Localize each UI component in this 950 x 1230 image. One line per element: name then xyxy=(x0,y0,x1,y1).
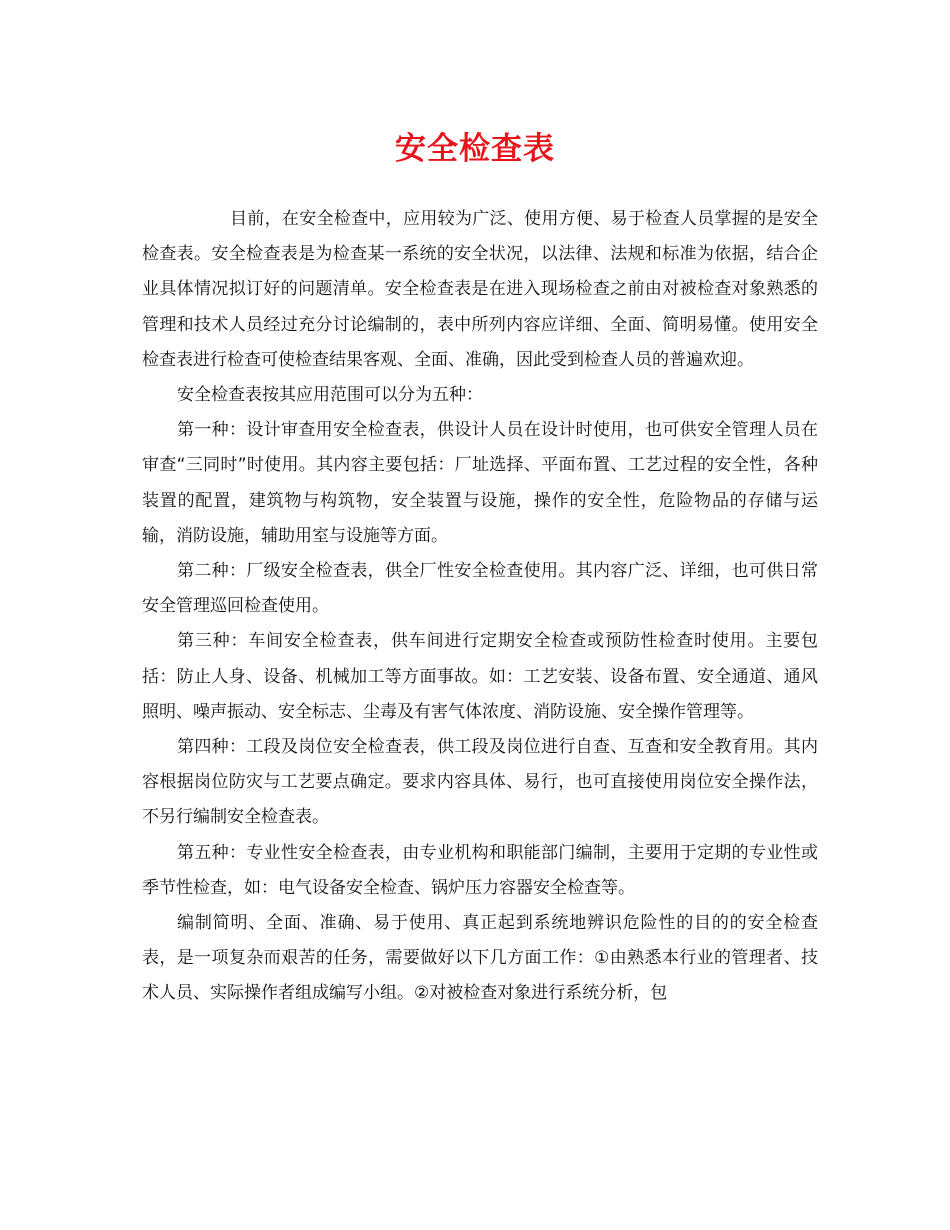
paragraph-type-5: 第五种：专业性安全检查表，由专业机构和职能部门编制，主要用于定期的专业性或季节性检查，如：电气设备安全检查、锅炉压力容器安全检查等。 xyxy=(142,842,818,898)
paragraph-intro: 目前，在安全检查中，应用较为广泛、使用方便、易于检查人员掌握的是安全检查表。安全检查表是为检查某一系统的安全状况，以法律、法规和标准为依据，结合企业具体情况拟订好的问题清单。安全检查表是在进入现场检查之前由对被检查对象熟悉的管理和技术人员经过充分讨论编制的，表中所列内容应详细、全面、简明易懂。使用安全检查表进行检查可使检查结果客观、全面、准确，因此受到检查人员的普遍欢迎。 xyxy=(142,209,818,370)
document-body xyxy=(142,202,818,1012)
paragraph-type-1: 第一种：设计审查用安全检查表，供设计人员在设计时使用，也可供安全管理人员在审查“三同时”时使用。其内容主要包括：厂址选择、平面布置、工艺过程的安全性，各种装置的配置，建筑物与构筑物，安全装置与设施，操作的安全性，危险物品的存储与运输，消防设施，辅助用室与设施等方面。 xyxy=(142,420,818,546)
paragraph-compilation: 编制简明、全面、准确、易于使用、真正起到系统地辨识危险性的目的的安全检查表，是一项复杂而艰苦的任务，需要做好以下几方面工作：①由熟悉本行业的管理者、技术人员、实际操作者组成编写小组。②对被检查对象进行系统分析，包 xyxy=(142,913,818,1004)
paragraph-type-4: 第四种：工段及岗位安全检查表，供工段及岗位进行自查、互查和安全教育用。其内容根据岗位防灾与工艺要点确定。要求内容具体、易行，也可直接使用岗位安全操作法，不另行编制安全检查表。 xyxy=(142,737,818,828)
paragraph-type-3: 第三种：车间安全检查表，供车间进行定期安全检查或预防性检查时使用。主要包括：防止人身、设备、机械加工等方面事故。如：工艺安装、设备布置、安全通道、通风照明、噪声振动、安全标志、尘毒及有害气体浓度、消防设施、安全操作管理等。 xyxy=(142,631,818,722)
paragraph-categories: 安全检查表按其应用范围可以分为五种： xyxy=(177,385,483,406)
paragraph-type-2: 第二种：厂级安全检查表，供全厂性安全检查使用。其内容广泛、详细，也可供日常安全管理巡回检查使用。 xyxy=(142,561,818,617)
document-title: 安全检查表 xyxy=(395,131,555,167)
